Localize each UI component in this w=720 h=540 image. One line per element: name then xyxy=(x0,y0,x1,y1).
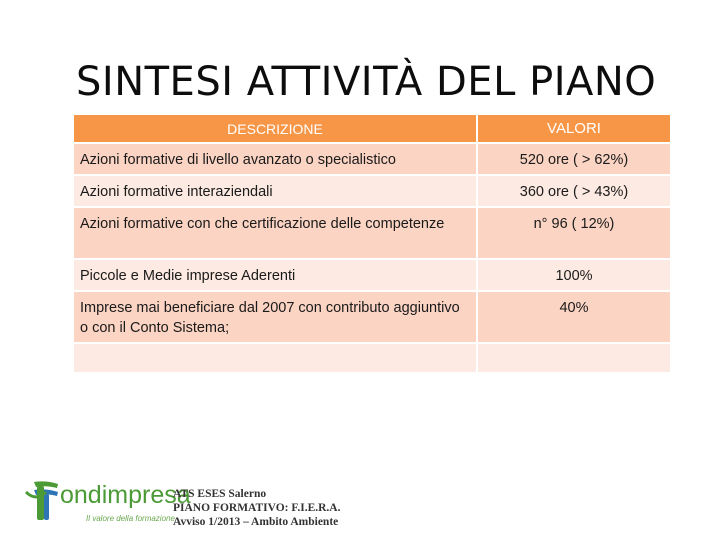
footer-line-avviso: Avviso 1/2013 – Ambito Ambiente xyxy=(173,516,339,528)
row-description xyxy=(74,343,477,372)
row-value: 40% xyxy=(477,291,670,343)
summary-table xyxy=(74,115,670,372)
row-description: Azioni formative con che certificazione delle competenze xyxy=(74,207,477,259)
logo-tagline: Il valore della formazione xyxy=(86,514,175,523)
table-row-empty xyxy=(74,343,670,372)
row-value: 520 ore ( > 62%) xyxy=(477,143,670,175)
row-description: Azioni formative di livello avanzato o specialistico xyxy=(74,143,477,175)
row-value: n° 96 ( 12%) xyxy=(477,207,670,259)
header-valori: VALORI xyxy=(477,115,670,143)
row-value: 100% xyxy=(477,259,670,291)
table-row xyxy=(74,207,670,259)
row-value: 360 ore ( > 43%) xyxy=(477,175,670,207)
row-value xyxy=(477,343,670,372)
table-header-row xyxy=(74,115,670,143)
footer-line-ats: ATS ESES Salerno xyxy=(173,488,267,500)
logo-brand-text: ondimpresa xyxy=(60,481,191,509)
table-row xyxy=(74,291,670,343)
table-row xyxy=(74,259,670,291)
header-descrizione: DESCRIZIONE xyxy=(74,115,477,143)
footer-line-piano: PIANO FORMATIVO: F.I.E.R.A. xyxy=(173,502,341,514)
row-description: Azioni formative interaziendali xyxy=(74,175,477,207)
slide-title: SINTESI ATTIVITÀ DEL PIANO xyxy=(76,59,657,105)
row-description: Piccole e Medie imprese Aderenti xyxy=(74,259,477,291)
row-description: Imprese mai beneficiare dal 2007 con contributo aggiuntivo o con il Conto Sistema; xyxy=(74,291,477,343)
table-row xyxy=(74,175,670,207)
footer-info xyxy=(173,487,433,529)
table-row xyxy=(74,143,670,175)
